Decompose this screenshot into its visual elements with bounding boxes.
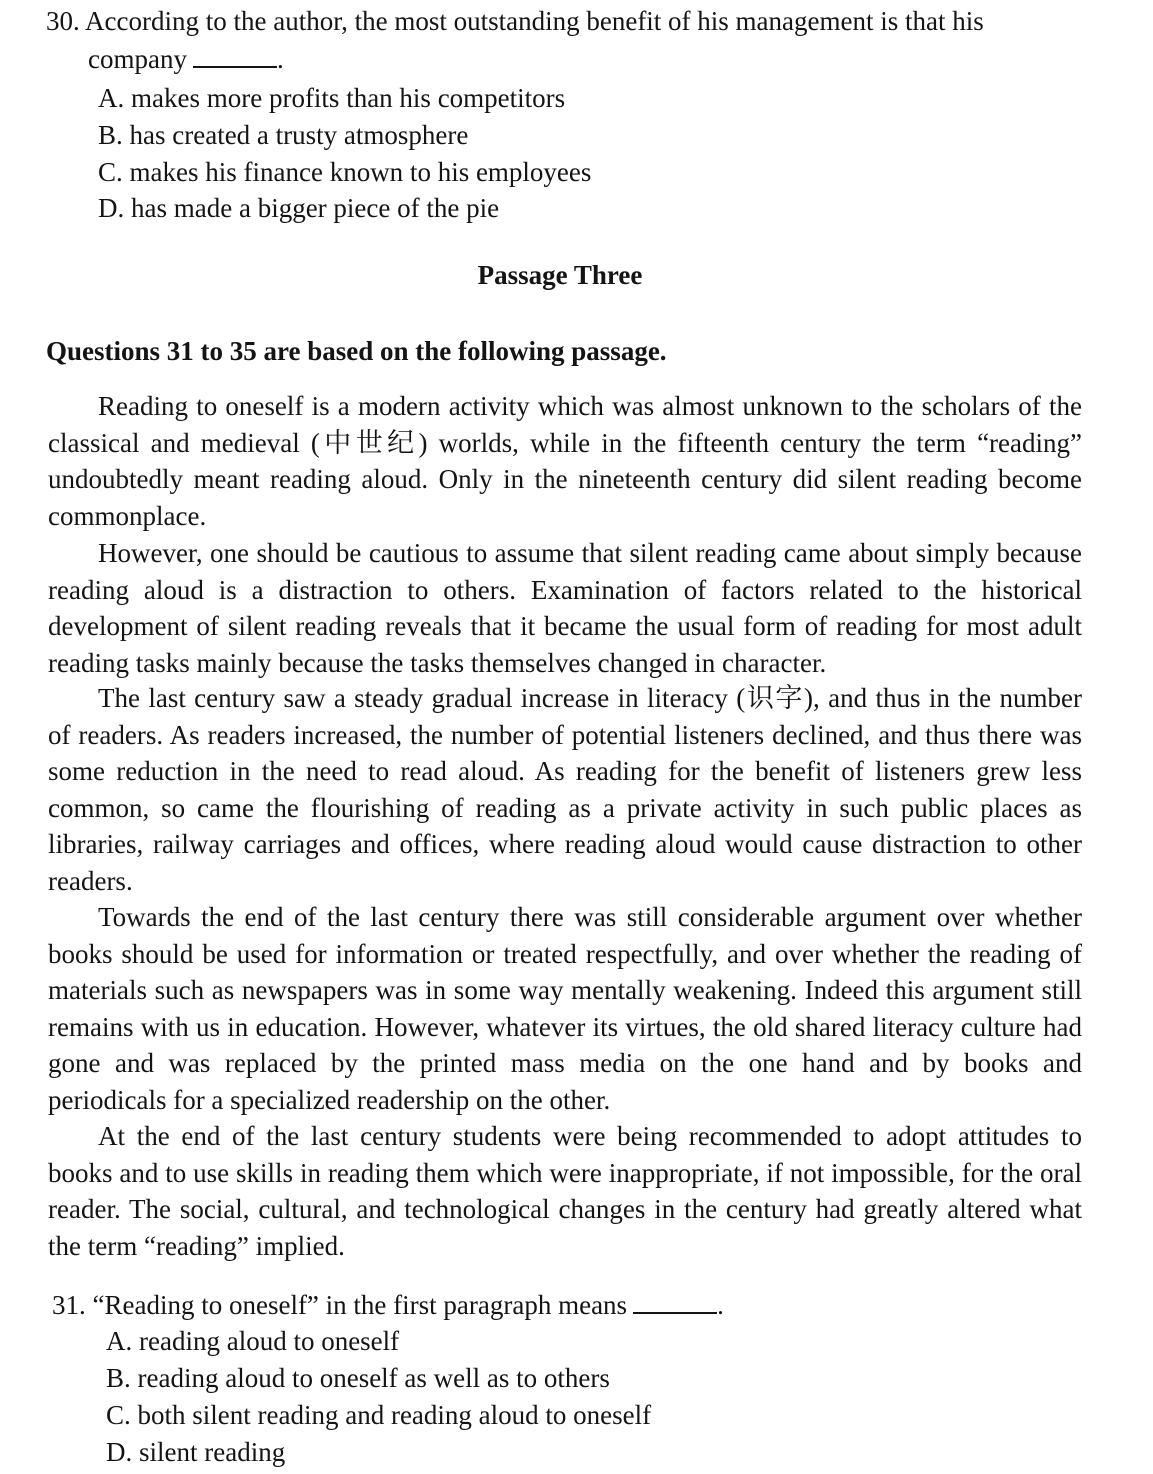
- passage-instruction: Questions 31 to 35 are based on the following passage.: [46, 336, 667, 366]
- question-31-stem-text: “Reading to oneself” in the first paragraph means: [92, 1290, 628, 1320]
- question-30-option-b: B. has created a trusty atmosphere: [98, 120, 469, 150]
- question-30-option-d: D. has made a bigger piece of the pie: [98, 193, 500, 223]
- question-30-stem-end: .: [276, 44, 284, 74]
- passage-title: Passage Three: [477, 260, 643, 290]
- question-31-option-b: B. reading aloud to oneself as well as to others: [106, 1363, 610, 1393]
- question-31-number: 31.: [52, 1290, 86, 1320]
- question-30-stem-line2: company: [88, 44, 187, 74]
- answer-blank: [633, 1294, 717, 1314]
- question-31-option-d: D. silent reading: [106, 1437, 286, 1467]
- question-31-option-c: C. both silent reading and reading aloud to oneself: [106, 1400, 652, 1430]
- passage-paragraph-4: Towards the end of the last century there was still considerable argument over whether books should be used for information or treated respectfully, and over whether the reading of materials such as newspapers was in some way mentally weakening. Indeed this argument still remains with us in education. However, whatever its virtues, the old shared literacy culture had gone and was replaced by the printed mass media on the one hand and by books and periodicals for a specialized readership on the other.: [48, 902, 1082, 1115]
- question-30-stem-line2-wrap: [46, 40, 1086, 78]
- passage-paragraph-3: The last century saw a steady gradual increase in literacy (识字), and thus in the number of readers. As readers increased, the number of potential listeners declined, and thus there was some reduction in the need to read aloud. As reading for the benefit of listeners grew less common, so came the flourishing of reading as a private activity in such public places as libraries, railway carriages and offices, where reading aloud would cause distraction to other readers.: [48, 683, 1082, 896]
- question-31-stem-end: .: [717, 1290, 724, 1320]
- question-31-stem: [52, 1286, 724, 1324]
- passage-paragraph-5: At the end of the last century students were being recommended to adopt attitudes to books and to use skills in reading them which were inappropriate, if not impossible, for the oral reader. The social, cultural, and technological changes in the century had greatly altered what the term “reading” implied.: [48, 1121, 1082, 1261]
- question-30-number: 30.: [46, 6, 80, 36]
- question-30-option-a: A. makes more profits than his competitors: [98, 83, 566, 113]
- question-30-stem: [46, 2, 1086, 78]
- passage-paragraph-1: Reading to oneself is a modern activity which was almost unknown to the scholars of the classical and medieval (中世纪) worlds, while in the fifteenth century the term “reading” undoubtedly meant reading aloud. Only in the nineteenth century did silent reading become commonplace.: [48, 391, 1082, 531]
- question-30-stem-line1: According to the author, the most outstanding benefit of his management is that his: [85, 6, 984, 36]
- passage-paragraph-2: However, one should be cautious to assume that silent reading came about simply because reading aloud is a distraction to others. Examination of factors related to the historical development of silent reading reveals that it became the usual form of reading for most adult reading tasks mainly because the tasks themselves changed in character.: [48, 538, 1082, 678]
- answer-blank: [193, 48, 277, 68]
- question-30-option-c: C. makes his finance known to his employees: [98, 157, 592, 187]
- question-31-option-a: A. reading aloud to oneself: [106, 1326, 400, 1356]
